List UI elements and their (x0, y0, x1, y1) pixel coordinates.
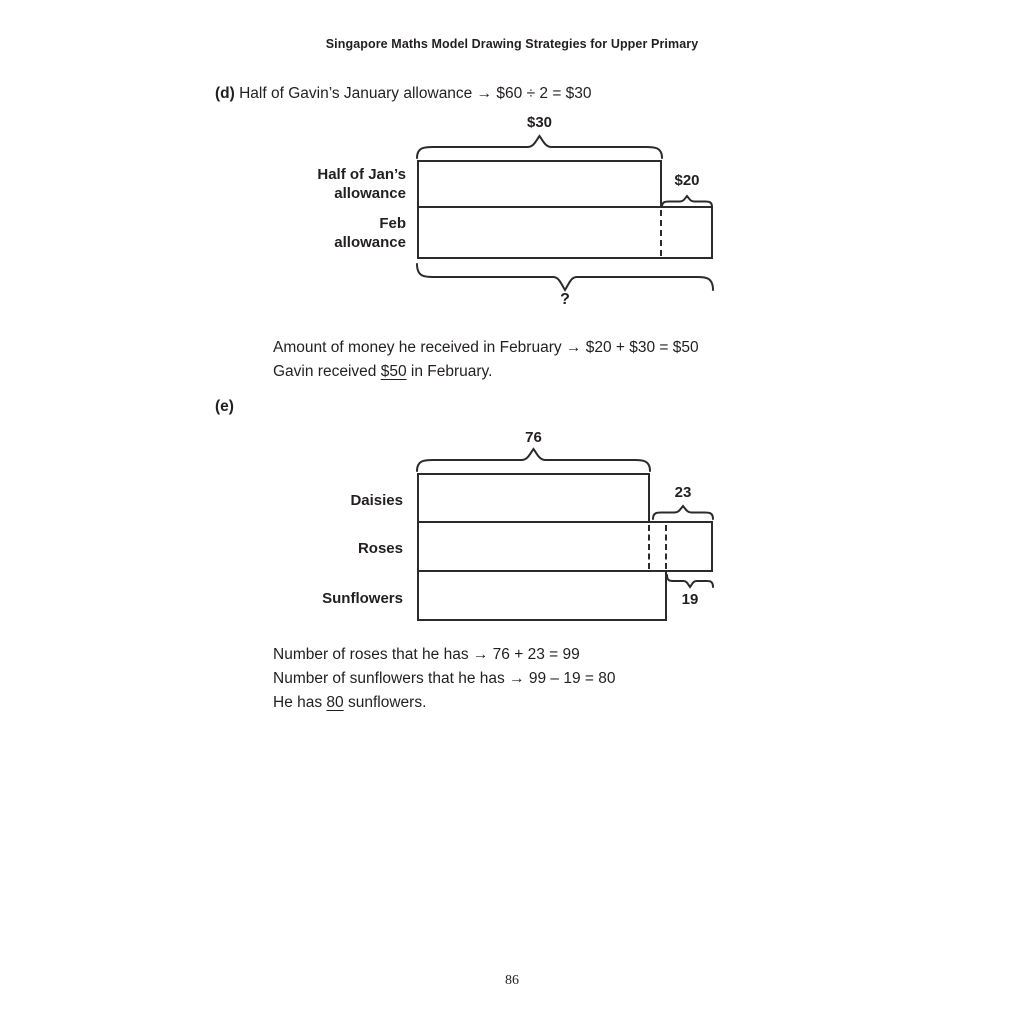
e-conclusion-pre: He has (273, 694, 327, 711)
d-solution-line1: Amount of money he received in February → $20 + $30 = $50 (273, 339, 699, 356)
d-extension-brace (662, 196, 712, 207)
e-solution-line2: Number of sunflowers that he has → 99 – 19 = 80 (273, 670, 616, 687)
e-dashed-sunflowers-end (665, 525, 667, 569)
d-conclusion-post: in February. (406, 363, 493, 380)
part-d-label: (d) (215, 85, 235, 102)
e-difference-brace-value: 19 (681, 591, 699, 608)
d-bar-half-jan-allowance (417, 160, 662, 208)
e-conclusion-post: sunflowers. (343, 694, 427, 711)
e-row1-label: Daisies (350, 492, 403, 509)
d-dashed-divider (660, 210, 662, 256)
e-conclusion-answer: 80 (326, 694, 344, 711)
e-dashed-daisies-end (648, 525, 650, 569)
e-difference-brace (667, 575, 713, 587)
d-bottom-brace (417, 264, 713, 290)
d-row1-label (240, 165, 406, 203)
d-row2-label-line2: allowance (334, 234, 406, 251)
e-top-brace (417, 449, 650, 471)
e-row2-label: Roses (357, 540, 403, 557)
e-extension-brace (653, 506, 713, 519)
part-e-label: (e) (215, 398, 234, 415)
part-d-intro-text: Half of Gavin’s January allowance → $60 ÷ 2 = $30 (234, 85, 592, 102)
e-top-brace-value: 76 (525, 429, 542, 446)
d-conclusion-pre: Gavin received (273, 363, 381, 380)
e-bar-sunflowers (417, 570, 667, 621)
d-row2-label (240, 214, 406, 252)
d-top-brace-value: $30 (526, 114, 553, 131)
part-d-intro (215, 84, 592, 103)
e-extension-brace-value: 23 (674, 484, 692, 501)
e-solution-line1: Number of roses that he has → 76 + 23 = 99 (273, 646, 580, 663)
d-bar-feb-allowance (417, 206, 713, 259)
e-bar-daisies (417, 473, 650, 523)
d-row2-label-line1: Feb (379, 215, 406, 232)
e-conclusion (273, 693, 426, 712)
e-row3-label: Sunflowers (322, 590, 403, 607)
d-conclusion-answer: $50 (380, 363, 407, 380)
d-extension-brace-value: $20 (674, 172, 700, 189)
page-header: Singapore Maths Model Drawing Strategies for Upper Primary (325, 37, 699, 51)
d-conclusion (273, 362, 492, 381)
d-top-brace (417, 136, 662, 158)
e-bar-roses (417, 521, 713, 572)
d-row1-label-line1: Half of Jan’s (317, 166, 406, 183)
page-number: 86 (505, 973, 519, 988)
d-bottom-brace-value: ? (560, 291, 570, 308)
d-row1-label-line2: allowance (334, 185, 406, 202)
